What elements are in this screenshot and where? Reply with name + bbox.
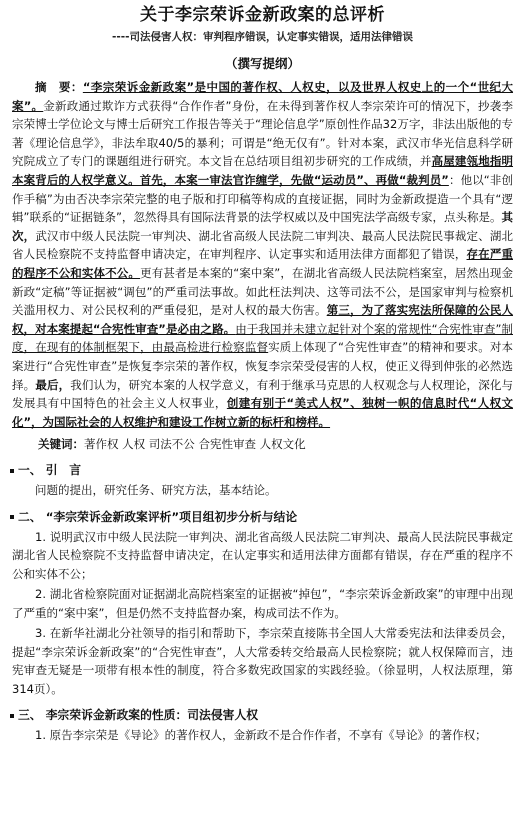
section-2-para-2: 2. 湖北省检察院面对证据湖北高院档案室的证据被“掉包”，“李宗荣诉金新政案”的审理中出现了严重的“案中案”，但是仍然不支持监督办案，构成司法不作为。 bbox=[12, 587, 513, 620]
section-heading bbox=[10, 706, 515, 724]
bullet-marker-icon bbox=[10, 515, 14, 519]
section-heading bbox=[10, 461, 515, 479]
section-2-para-1: 1. 说明武汉市中级人民法院一审判决、湖北省高级人民法院二审判决、最高人民法院民事裁定 湖北省人民检察院不支持监督申请决定，在认定事实和适用法律方面都有错误，存在严重的程序不公和实体不公； bbox=[12, 529, 513, 581]
abstract-s9: 第三，为了落实宪法所保障的公民人权，对本案提起“合宪性审查”是必由之路。 bbox=[12, 303, 514, 336]
abstract-s1: “李宗荣诉金新政案”是中国的著作权、人权史，以及世界人权史上的一个“世纪大案”。 bbox=[12, 80, 514, 113]
section-2-title: 二、 “李宗荣诉金新政案评析”项目组初步分析与结论 bbox=[18, 509, 298, 524]
draft-heading: （撰写提纲） bbox=[224, 56, 300, 71]
keywords-line bbox=[38, 435, 515, 453]
section-1-title: 一、 引 言 bbox=[18, 463, 82, 478]
abstract-s11: 实质上体现了“合宪性审查”的精神和要求。对本案进行“合宪性审查”是恢复李宗荣的著作权，恢复李宗荣受侵害的人权，使正义得到伸张的必然选择。 bbox=[12, 340, 513, 392]
section-1-para: 问题的提出，研究任务、研究方法，基本结论。 bbox=[35, 483, 277, 498]
section-heading bbox=[10, 508, 515, 526]
abstract-s10: 由于我国并未建立起针对个案的常规性“合宪性审查”制度，在现有的体制框架下，由最高检进行检察监督 bbox=[12, 321, 513, 355]
document-page bbox=[0, 4, 525, 823]
abstract-s7: 存在严重的程序不公和实体不公。 bbox=[12, 247, 513, 280]
abstract-label: 摘 要： bbox=[35, 80, 83, 94]
keywords-label: 关键词： bbox=[38, 437, 84, 452]
abstract-s12: 最后， bbox=[35, 377, 71, 392]
bullet-marker-icon bbox=[10, 469, 14, 473]
abstract bbox=[12, 78, 513, 431]
keywords-value: 著作权 人权 司法不公 合宪性审查 人权文化 bbox=[84, 437, 306, 452]
abstract-s5: 其次， bbox=[12, 210, 513, 243]
abstract-s13: 我们认为，研究本案的人权学意义，有利于继承马克思的人权观念与人权理论，深化与发展具有中国特色的社会主义人权事业， bbox=[12, 377, 514, 411]
document-subtitle: ----司法侵害人权：审判程序错误，认定事实错误，适用法律错误 bbox=[112, 31, 413, 43]
abstract-s3: 高屋建瓴地指明本案背后的人权学意义。首先，本案一审法官诈缠学，先做“运动员”、再做“裁判员” bbox=[12, 154, 514, 187]
section-3-para-1: 1. 原告李宗荣是《导论》的著作权人，金新政不是合作作者，不享有《导论》的著作权； bbox=[35, 728, 487, 743]
abstract-s6: 武汉市中级人民法院一审判决、湖北省高级人民法院二审判决、最高人民法院民事裁定、湖北省人民检察院不支持监督申请决定，在审判程序、认定事实和适用法律方面都犯了错误， bbox=[12, 228, 513, 262]
abstract-s8: 更有甚者是本案的“案中案”，在湖北省高级人民法院档案室，居然出现金新政“定稿”等证据被“调包”的严重司法事故。如此枉法判决、这等司法不公，是国家审判与检察机关滥用权力、对公民权利的严重侵犯，是对人权的最大伤害。 bbox=[12, 265, 513, 318]
document-title: 关于李宗荣诉金新政案的总评析 bbox=[140, 5, 385, 25]
bullet-marker-icon bbox=[10, 714, 14, 718]
section-3-title: 三、 李宗荣诉金新政案的性质：司法侵害人权 bbox=[18, 708, 259, 723]
section-2-para-3: 3. 在新华社湖北分社领导的指引和帮助下，李宗荣直接陈书全国人大常委宪法和法律委员会，提起“李宗荣诉金新政案”的“合宪性审查”，人大常委转交给最高人民检察院；就人权保障而言，违宪审查无疑是一项带有根本性的制度，符合多数宪政国家的实践经验。（徐显明，人权法原理，第314页）。 bbox=[12, 626, 513, 696]
abstract-s2: 金新政通过欺诈方式获得“合作作者”身份，在未得到著作权人李宗荣许可的情况下，抄袭李宗荣博士学位论文与博士后研究工作报告等关于“理论信息学”原创性作品32万字，非法出版他的专著《理论信息学》，非法牟取40/5的暴利；可谓是“绝无仅有”。针对本案，武汉市华光信息科学研究院成立了专门的课题组进行研究。本文旨在总结项目组初步研究的工作成绩，并 bbox=[12, 98, 513, 169]
abstract-s4: ：他以“非创作手稿”为由否决李宗荣完整的电子版和打印稿等构成的直接证据，同时为金新政提造一个具有“逻辑”联系的“证据链条”，忽然得具有国际法背景的法学权威以及中国宪法学高级专家，点头称是。 bbox=[12, 172, 513, 225]
abstract-s14: 创建有别于“美式人权”、独树一帜的信息时代“人权文化”，为国际社会的人权维护和建设工作树立新的标杆和榜样。 bbox=[12, 396, 514, 429]
